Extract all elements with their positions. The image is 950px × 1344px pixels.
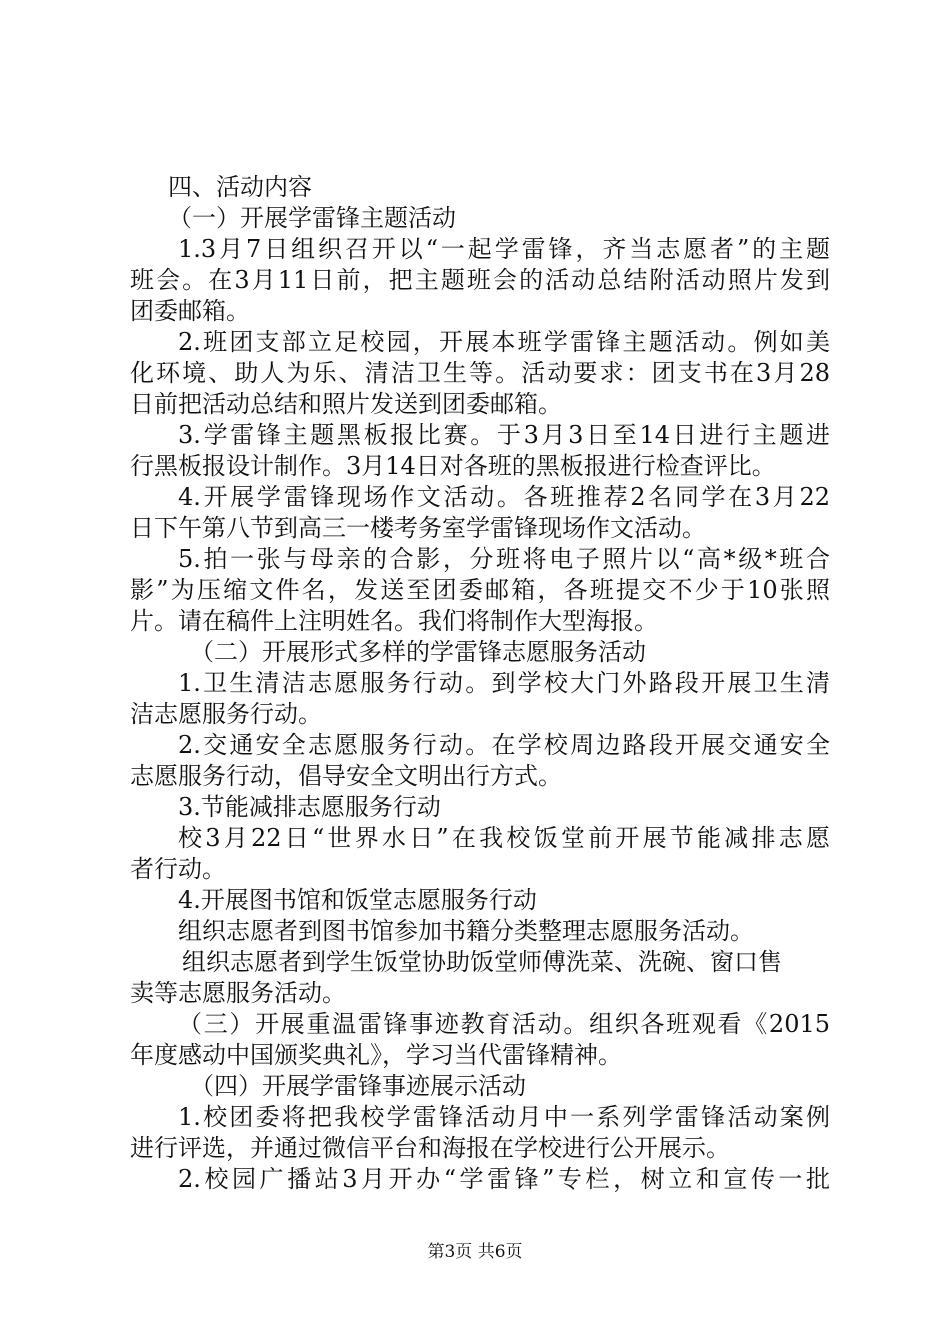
paragraph-line: 者行动。 <box>130 855 226 883</box>
paragraph-line: 卖等志愿服务活动。 <box>130 979 346 1007</box>
paragraph-line: 片。请在稿件上注明姓名。我们将制作大型海报。 <box>130 607 658 635</box>
document-body <box>130 172 830 1195</box>
paragraph-line: 组织志愿者到学生饭堂协助饭堂师傅洗菜、洗碗、窗口售 <box>182 948 782 976</box>
paragraph-line: 校3月22日“世界水日”在我校饭堂前开展节能减排志愿 <box>178 824 830 852</box>
section-heading: 四、活动内容 <box>168 173 312 201</box>
subsection-heading: （四）开展学雷锋事迹展示活动 <box>190 1072 526 1100</box>
paragraph-line: 团委邮箱。 <box>130 297 250 325</box>
paragraph-line: 日下午第八节到高三一楼考务室学雷锋现场作文活动。 <box>130 514 706 542</box>
paragraph-line: 3.学雷锋主题黑板报比赛。于3月3日至14日进行主题进 <box>178 421 830 449</box>
paragraph-line: 影”为压缩文件名，发送至团委邮箱，各班提交不少于10张照 <box>130 576 830 604</box>
subsection-heading: （二）开展形式多样的学雷锋志愿服务活动 <box>190 638 646 666</box>
paragraph-line: 行黑板报设计制作。3月14日对各班的黑板报进行检查评比。 <box>130 452 776 480</box>
paragraph-line: 1.3月7日组织召开以“一起学雷锋，齐当志愿者”的主题 <box>178 235 830 263</box>
paragraph-line: 志愿服务行动，倡导安全文明出行方式。 <box>130 762 562 790</box>
paragraph-line: 2.班团支部立足校园，开展本班学雷锋主题活动。例如美 <box>178 328 830 356</box>
page-footer: 第3页 共6页 <box>427 1242 523 1262</box>
paragraph-line: 2.校园广播站3月开办“学雷锋”专栏，树立和宣传一批 <box>178 1165 830 1193</box>
paragraph-line: 1.校团委将把我校学雷锋活动月中一系列学雷锋活动案例 <box>178 1103 830 1131</box>
paragraph-line: 5.拍一张与母亲的合影，分班将电子照片以“高*级*班合 <box>178 545 830 573</box>
paragraph-line: 日前把活动总结和照片发送到团委邮箱。 <box>130 390 562 418</box>
subsection-heading: （三）开展重温雷锋事迹教育活动。组织各班观看《2015 <box>178 1010 830 1038</box>
paragraph-line: 化环境、助人为乐、清洁卫生等。活动要求：团支书在3月28 <box>130 359 830 387</box>
paragraph-line: 2.交通安全志愿服务行动。在学校周边路段开展交通安全 <box>178 731 830 759</box>
paragraph-line: 1.卫生清洁志愿服务行动。到学校大门外路段开展卫生清 <box>178 669 830 697</box>
paragraph-line: 3.节能减排志愿服务行动 <box>178 793 441 821</box>
subsection-heading: （一）开展学雷锋主题活动 <box>168 204 456 232</box>
paragraph-line: 4.开展图书馆和饭堂志愿服务行动 <box>178 886 537 914</box>
paragraph-line: 班会。在3月11日前，把主题班会的活动总结附活动照片发到 <box>130 266 830 294</box>
paragraph-line: 年度感动中国颁奖典礼》，学习当代雷锋精神。 <box>130 1041 622 1069</box>
paragraph-line: 4.开展学雷锋现场作文活动。各班推荐2名同学在3月22 <box>178 483 830 511</box>
paragraph-line: 组织志愿者到图书馆参加书籍分类整理志愿服务活动。 <box>178 917 754 945</box>
paragraph-line: 进行评选，并通过微信平台和海报在学校进行公开展示。 <box>130 1134 730 1162</box>
paragraph-line: 洁志愿服务行动。 <box>130 700 322 728</box>
